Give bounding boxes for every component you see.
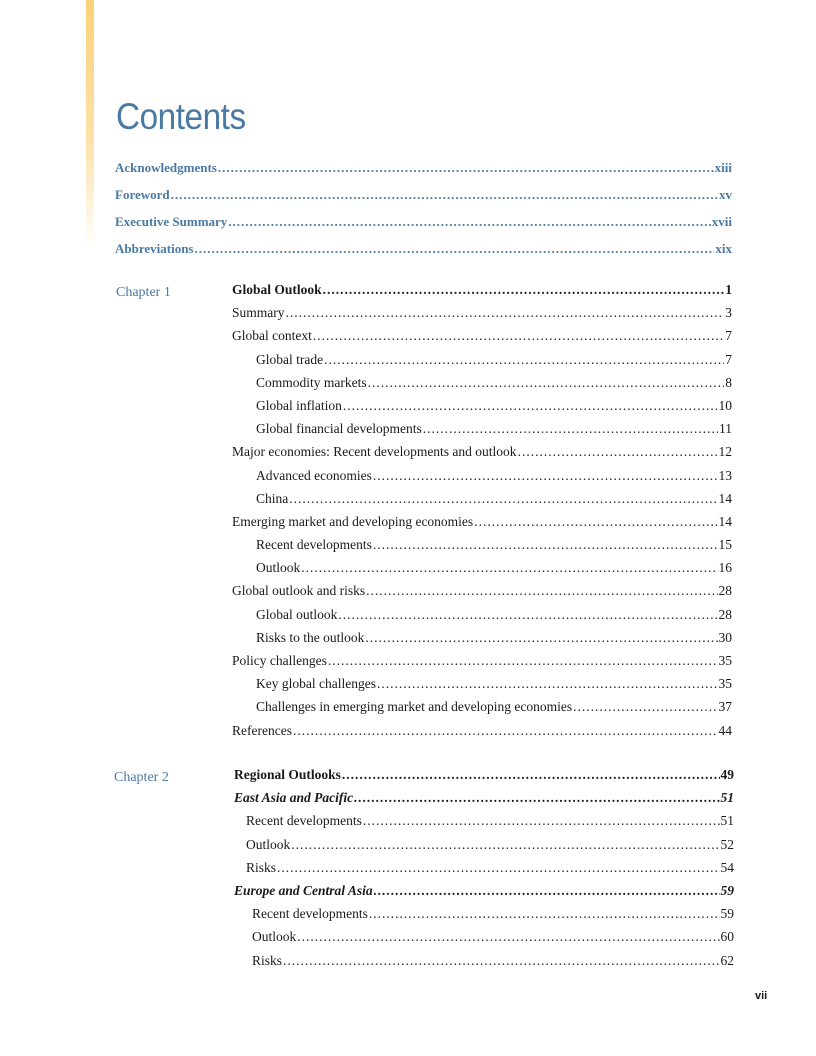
dot-leader [277,860,719,876]
dot-leader [518,444,718,460]
toc-entry-page: 7 [725,351,732,367]
chapter-2-entries [234,767,734,976]
toc-entry[interactable] [234,953,734,976]
toc-entry[interactable] [232,491,732,514]
dot-leader [328,653,718,669]
toc-entry-label: Global outlook [256,606,338,622]
dot-leader [313,328,724,344]
toc-entry-page: 7 [725,328,732,344]
toc-entry[interactable] [234,767,734,790]
dot-leader [377,676,718,692]
toc-entry-executive-summary[interactable] [115,214,732,241]
dot-leader [368,375,725,391]
dot-leader [338,607,717,623]
page-title: Contents [116,96,246,137]
toc-entry[interactable] [232,699,732,722]
toc-entry[interactable] [232,723,732,746]
dot-leader [366,583,717,599]
toc-entry-page: 15 [718,537,732,553]
toc-entry[interactable] [232,398,732,421]
toc-entry-page: 54 [720,859,734,875]
toc-entry[interactable] [232,282,732,305]
toc-entry-page: 28 [718,606,732,622]
dot-leader [324,352,724,368]
decorative-edge-bar [86,0,94,248]
toc-entry-label: Recent developments [246,813,362,829]
toc-entry-page: 16 [718,560,732,576]
toc-entry[interactable] [232,421,732,444]
dot-leader [297,929,719,945]
toc-entry-page: 14 [718,490,732,506]
toc-entry[interactable] [232,537,732,560]
toc-entry-label: Abbreviations [115,241,194,256]
toc-entry[interactable] [232,444,732,467]
toc-entry-page: 60 [720,929,734,945]
dot-leader [343,398,718,414]
toc-entry-label: Risks [246,859,277,875]
toc-entry-page: xvii [711,214,732,229]
toc-entry-label: Risks [252,952,283,968]
dot-leader [301,560,717,576]
dot-leader [195,241,715,257]
toc-entry-label: Global context [232,328,312,344]
toc-entry-page: 30 [718,629,732,645]
toc-entry-page: 35 [718,653,732,668]
dot-leader [228,214,710,230]
toc-entry-page: 14 [718,513,732,529]
dot-leader [363,813,720,829]
toc-entry-page: 13 [718,467,732,483]
toc-entry-label: Global inflation [256,397,342,413]
toc-entry-label: Global Outlook [232,282,322,297]
toc-entry[interactable] [232,630,732,653]
toc-entry-page: 49 [720,767,734,782]
toc-entry-page: 28 [718,583,732,599]
toc-entry[interactable] [234,883,734,906]
chapter-label: Chapter 2 [114,770,169,785]
toc-entry-page: 8 [725,374,732,390]
toc-entry-label: Challenges in emerging market and developing economies [256,699,573,715]
toc-entry-page: 10 [718,397,732,413]
toc-entry-label: Outlook [256,560,301,576]
dot-leader [365,630,717,646]
dot-leader [171,187,718,203]
dot-leader [423,421,718,437]
toc-entry-page: xiii [714,160,732,175]
toc-entry-label: Recent developments [252,906,368,922]
toc-entry-label: Global trade [256,351,324,367]
dot-leader [374,883,720,899]
toc-entry-label: China [256,490,289,506]
toc-entry[interactable] [234,837,734,860]
toc-entry-label: Executive Summary [115,214,228,229]
toc-entry-label: Global outlook and risks [232,583,366,599]
toc-entry-abbreviations[interactable] [115,241,732,268]
dot-leader [218,160,714,176]
toc-entry-page: 37 [718,699,732,715]
toc-entry-label: Policy challenges [232,653,327,668]
dot-leader [354,790,719,806]
toc-entry-page: 52 [720,836,734,852]
toc-entry-acknowledgments[interactable] [115,160,732,187]
dot-leader [323,282,725,298]
dot-leader [342,767,720,783]
toc-entry[interactable] [232,375,732,398]
dot-leader [373,468,718,484]
toc-entry-label: Outlook [252,929,297,945]
toc-entry-page: 44 [718,722,732,738]
dot-leader [283,953,719,969]
toc-entry[interactable] [234,790,734,813]
toc-entry-label: Emerging market and developing economies [232,513,474,529]
toc-entry-page: 11 [719,421,732,437]
front-matter-list [115,160,732,268]
toc-entry-label: Europe and Central Asia [234,882,373,898]
toc-entry-page: 1 [725,282,732,297]
dot-leader [474,514,717,530]
dot-leader [373,537,718,553]
toc-entry-label: References [232,722,292,738]
dot-leader [291,837,719,853]
toc-entry-page: 59 [720,906,734,922]
dot-leader [369,906,720,922]
dot-leader [286,305,725,321]
toc-entry[interactable] [232,607,732,630]
toc-entry-label: Regional Outlooks [234,767,341,782]
toc-entry-page: 35 [718,676,732,692]
toc-entry-label: Summary [232,305,285,321]
toc-entry-page: 62 [720,952,734,968]
toc-entry-page: 59 [720,882,734,898]
toc-entry[interactable] [232,514,732,537]
toc-entry-label: Global financial developments [256,421,422,437]
toc-entry[interactable] [232,653,732,676]
toc-entry[interactable] [234,813,734,836]
toc-entry[interactable] [234,906,734,929]
toc-entry[interactable] [232,305,732,328]
toc-entry[interactable] [232,352,732,375]
toc-entry-page: 51 [720,790,734,806]
toc-entry-page: xv [719,187,732,202]
toc-entry[interactable] [232,560,732,583]
dot-leader [573,699,717,715]
page-number: vii [755,990,768,1002]
toc-entry[interactable] [232,676,732,699]
dot-leader [293,723,718,739]
toc-entry[interactable] [232,583,732,606]
toc-entry-label: Acknowledgments [115,160,217,175]
chapter-label: Chapter 1 [116,285,171,300]
dot-leader [289,491,717,507]
toc-entry[interactable] [232,468,732,491]
toc-entry-label: Key global challenges [256,676,376,692]
toc-entry-page: 12 [718,444,732,460]
toc-entry-label: Advanced economies [256,467,372,483]
toc-entry-foreword[interactable] [115,187,732,214]
chapter-1-entries [232,282,732,746]
toc-entry-label: Foreword [115,187,170,202]
toc-entry-label: Commodity markets [256,374,367,390]
toc-entry-page: xix [715,241,732,256]
toc-entry-page: 51 [720,813,734,829]
toc-entry-label: Major economies: Recent developments and outlook [232,444,517,460]
toc-entry-label: Risks to the outlook [256,629,365,645]
toc-entry[interactable] [234,860,734,883]
toc-entry-label: East Asia and Pacific [234,790,354,806]
toc-entry[interactable] [234,929,734,952]
toc-entry-label: Outlook [246,836,291,852]
toc-entry-page: 3 [725,305,732,321]
toc-entry[interactable] [232,328,732,351]
toc-entry-label: Recent developments [256,537,372,553]
